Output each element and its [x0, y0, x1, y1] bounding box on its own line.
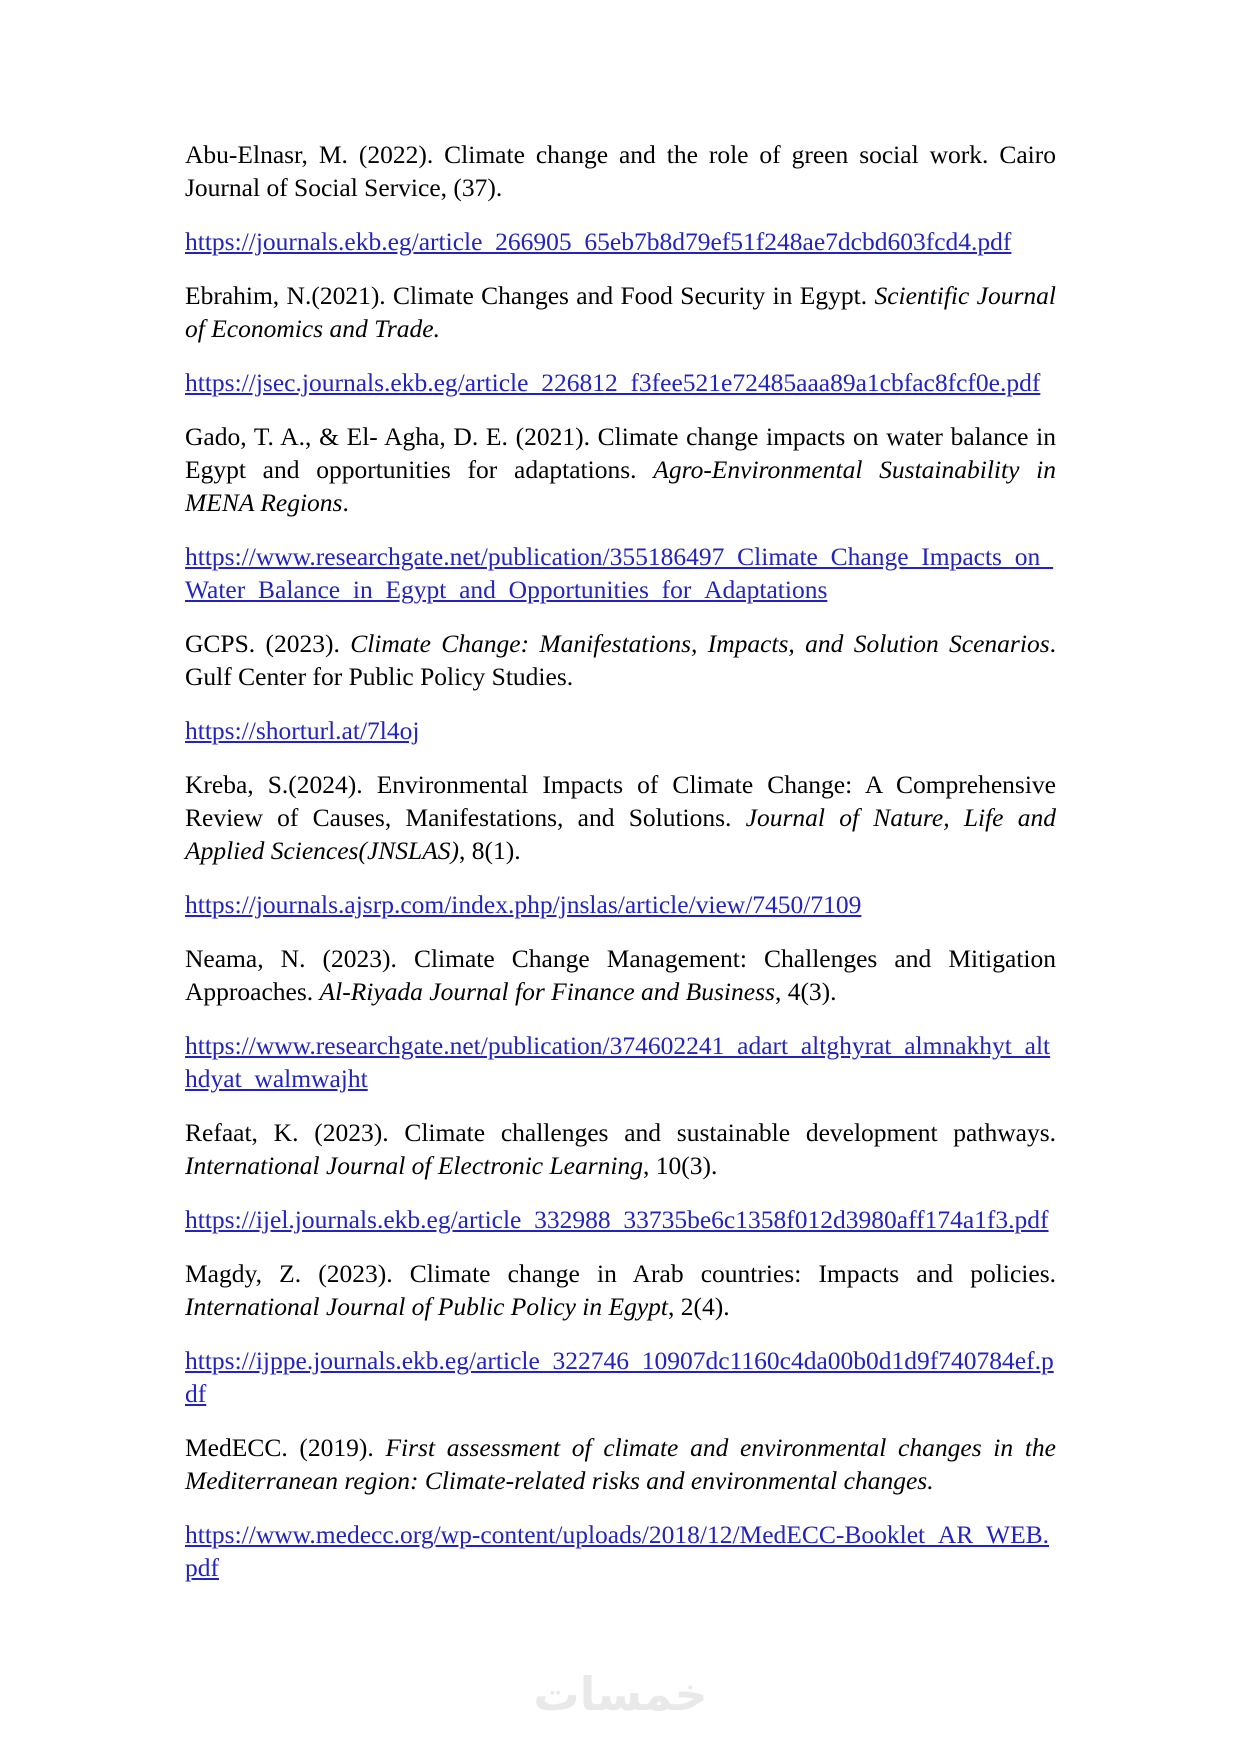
reference-entry — [185, 420, 1056, 519]
journal-title: Agro-Environmental Sustainability in MENA Regions — [185, 455, 1056, 517]
reference-text: Gado, T. A., & El- Agha, D. E. (2021). Climate change impacts on water balance in Egypt and opportunities for adaptations. — [185, 422, 1056, 484]
reference-text: Ebrahim, N.(2021). Climate Changes and Food Security in Egypt. — [185, 281, 875, 310]
journal-title: International Journal of Public Policy in Egypt — [185, 1292, 668, 1321]
reference-link-line — [185, 1518, 1056, 1584]
reference-text: GCPS. (2023). — [185, 629, 351, 658]
reference-text: MedECC. (2019). — [185, 1433, 386, 1462]
reference-link[interactable]: https://www.researchgate.net/publication/355186497_Climate_Change_Impacts_on_Water_Balance_in_Egypt_and_Opportunities_for_Adaptations — [185, 542, 1053, 604]
journal-title: Scientific Journal of Economics and Trade. — [185, 281, 1056, 343]
reference-link[interactable]: https://www.medecc.org/wp-content/uploads/2018/12/MedECC-Booklet_AR_WEB.pdf — [185, 1520, 1050, 1582]
journal-title: Journal of Nature, Life and Applied Sciences(JNSLAS) — [185, 803, 1056, 865]
journal-title: First assessment of climate and environmental changes in the Mediterranean region: Climate-related risks and environmental changes. — [185, 1433, 1056, 1495]
reference-entry — [185, 768, 1056, 867]
reference-entry — [185, 1116, 1056, 1182]
journal-title: Al-Riyada Journal for Finance and Business — [319, 977, 775, 1006]
references-list — [185, 138, 1056, 1584]
reference-entry — [185, 279, 1056, 345]
reference-link[interactable]: https://journals.ajsrp.com/index.php/jnslas/article/view/7450/7109 — [185, 890, 862, 919]
reference-link[interactable]: https://ijel.journals.ekb.eg/article_332988_33735be6c1358f012d3980aff174a1f3.pdf — [185, 1205, 1049, 1234]
reference-text: Kreba, S.(2024). Environmental Impacts of Climate Change: A Comprehensive Review of Causes, Manifestations, and Solutions. — [185, 770, 1056, 832]
reference-entry — [185, 1257, 1056, 1323]
reference-entry — [185, 138, 1056, 204]
reference-text: . — [342, 488, 349, 517]
reference-text: . Gulf Center for Public Policy Studies. — [185, 629, 1056, 691]
reference-entry — [185, 1431, 1056, 1497]
reference-text: , 8(1). — [459, 836, 521, 865]
reference-text: Neama, N. (2023). Climate Change Management: Challenges and Mitigation Approaches. — [185, 944, 1056, 1006]
reference-link-line — [185, 888, 1056, 921]
reference-entry — [185, 942, 1056, 1008]
khamsat-watermark: خمسات — [533, 1667, 708, 1721]
reference-text: , 4(3). — [774, 977, 837, 1006]
reference-entry — [185, 627, 1056, 693]
journal-title: International Journal of Electronic Learning — [185, 1151, 644, 1180]
reference-link-line — [185, 1203, 1056, 1236]
reference-link-line — [185, 540, 1056, 606]
reference-link-line — [185, 366, 1056, 399]
reference-link[interactable]: https://ijppe.journals.ekb.eg/article_322746_10907dc1160c4da00b0d1d9f740784ef.pdf — [185, 1346, 1054, 1408]
reference-link-line — [185, 1029, 1056, 1095]
reference-link-line — [185, 1344, 1056, 1410]
reference-text: Magdy, Z. (2023). Climate change in Arab countries: Impacts and policies. — [185, 1259, 1056, 1288]
reference-link[interactable]: https://jsec.journals.ekb.eg/article_226812_f3fee521e72485aaa89a1cbfac8fcf0e.pdf — [185, 368, 1041, 397]
reference-text: Abu-Elnasr, M. (2022). Climate change and the role of green social work. Cairo Journal of Social Service, (37). — [185, 140, 1056, 202]
reference-link-line — [185, 225, 1056, 258]
reference-link-line — [185, 714, 1056, 747]
journal-title: Climate Change: Manifestations, Impacts, and Solution Scenarios — [350, 629, 1050, 658]
reference-text: , 2(4). — [668, 1292, 730, 1321]
reference-link[interactable]: https://journals.ekb.eg/article_266905_65eb7b8d79ef51f248ae7dcbd603fcd4.pdf — [185, 227, 1012, 256]
reference-link[interactable]: https://www.researchgate.net/publication/374602241_adart_altghyrat_almnakhyt_althdyat_walmwajht — [185, 1031, 1051, 1093]
reference-link[interactable]: https://shorturl.at/7l4oj — [185, 716, 420, 745]
reference-text: Refaat, K. (2023). Climate challenges and sustainable development pathways. — [185, 1118, 1056, 1147]
reference-text: , 10(3). — [643, 1151, 718, 1180]
